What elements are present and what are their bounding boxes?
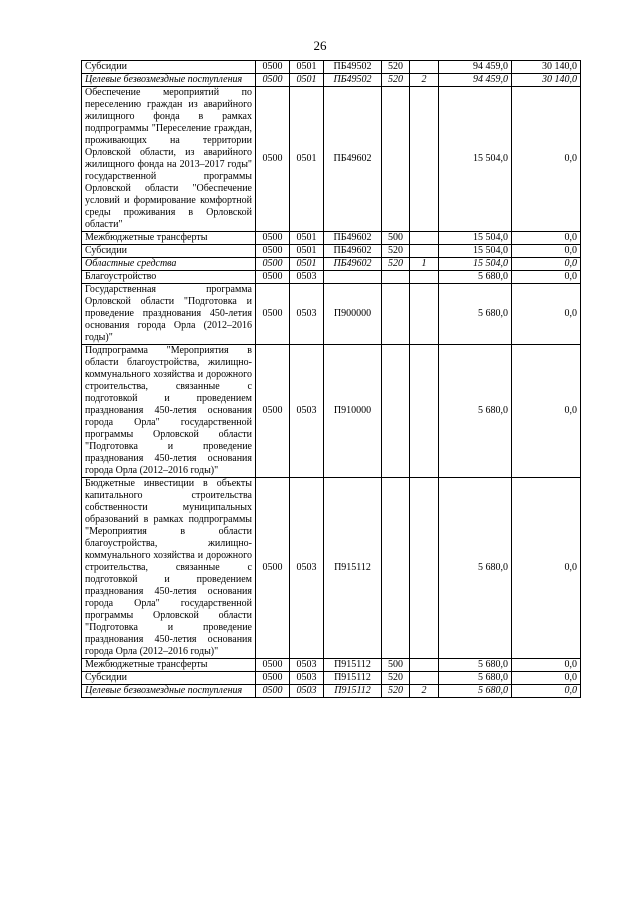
- table-row: [82, 659, 581, 672]
- row-amount-2-cell: 0,0: [512, 258, 581, 271]
- row-section-cell: 0500: [256, 672, 290, 685]
- row-subsection-cell: 0501: [290, 61, 324, 74]
- row-subsection-cell: 0503: [290, 284, 324, 345]
- row-target-article-cell: ПБ49602: [324, 232, 382, 245]
- row-amount-1-cell: 5 680,0: [439, 284, 512, 345]
- row-subsection-cell: 0503: [290, 685, 324, 698]
- row-expense-type-cell: 520: [382, 245, 410, 258]
- row-section-cell: 0500: [256, 258, 290, 271]
- table-row: [82, 685, 581, 698]
- row-expense-type-cell: [382, 478, 410, 659]
- table-row: [82, 478, 581, 659]
- row-subsection-cell: 0503: [290, 271, 324, 284]
- table-row: [82, 345, 581, 478]
- row-expense-type-cell: 500: [382, 232, 410, 245]
- row-amount-1-cell: 5 680,0: [439, 672, 512, 685]
- row-target-article-cell: П900000: [324, 284, 382, 345]
- row-expense-type-cell: [382, 271, 410, 284]
- table-row: [82, 271, 581, 284]
- row-amount-1-cell: 15 504,0: [439, 258, 512, 271]
- row-source-cell: [410, 271, 439, 284]
- row-subsection-cell: 0501: [290, 87, 324, 232]
- row-source-cell: [410, 245, 439, 258]
- row-amount-1-cell: 5 680,0: [439, 478, 512, 659]
- row-section-cell: 0500: [256, 61, 290, 74]
- row-amount-2-cell: 0,0: [512, 245, 581, 258]
- row-name-cell: Целевые безвозмездные поступления: [82, 685, 256, 698]
- row-source-cell: [410, 478, 439, 659]
- row-amount-2-cell: 0,0: [512, 672, 581, 685]
- row-source-cell: [410, 61, 439, 74]
- row-subsection-cell: 0501: [290, 232, 324, 245]
- table-row: [82, 245, 581, 258]
- row-name-cell: Государственная программа Орловской области "Подготовка и проведение празднования 450-летия основания города Орла (2012–2016 годы)": [82, 284, 256, 345]
- row-expense-type-cell: 520: [382, 685, 410, 698]
- row-section-cell: 0500: [256, 271, 290, 284]
- row-amount-1-cell: 94 459,0: [439, 74, 512, 87]
- table-row: [82, 284, 581, 345]
- table-row: [82, 672, 581, 685]
- row-source-cell: [410, 345, 439, 478]
- row-target-article-cell: ПБ49502: [324, 61, 382, 74]
- row-expense-type-cell: 500: [382, 659, 410, 672]
- row-expense-type-cell: [382, 284, 410, 345]
- table-row: [82, 87, 581, 232]
- row-subsection-cell: 0503: [290, 478, 324, 659]
- row-target-article-cell: ПБ49502: [324, 74, 382, 87]
- row-amount-1-cell: 15 504,0: [439, 245, 512, 258]
- row-target-article-cell: ПБ49602: [324, 87, 382, 232]
- row-target-article-cell: [324, 271, 382, 284]
- row-amount-1-cell: 15 504,0: [439, 87, 512, 232]
- row-amount-2-cell: 0,0: [512, 87, 581, 232]
- row-expense-type-cell: 520: [382, 74, 410, 87]
- row-name-cell: Межбюджетные трансферты: [82, 659, 256, 672]
- row-expense-type-cell: 520: [382, 258, 410, 271]
- row-section-cell: 0500: [256, 478, 290, 659]
- row-amount-1-cell: 5 680,0: [439, 271, 512, 284]
- row-section-cell: 0500: [256, 74, 290, 87]
- row-source-cell: [410, 284, 439, 345]
- row-expense-type-cell: [382, 345, 410, 478]
- budget-table-body: [82, 61, 581, 698]
- row-name-cell: Обеспечение мероприятий по переселению граждан из аварийного жилищного фонда в рамках подпрограммы "Переселение граждан, проживающих на территории Орловской области, из аварийного жилищного фонда на 2013–2017 годы" государственной программы Орловской области "Обеспечение условий и формирование комфортной среды проживания в Орловской области": [82, 87, 256, 232]
- row-name-cell: Благоустройство: [82, 271, 256, 284]
- row-source-cell: 2: [410, 685, 439, 698]
- row-expense-type-cell: 520: [382, 61, 410, 74]
- row-subsection-cell: 0501: [290, 258, 324, 271]
- row-amount-1-cell: 5 680,0: [439, 659, 512, 672]
- row-expense-type-cell: [382, 87, 410, 232]
- row-section-cell: 0500: [256, 245, 290, 258]
- row-subsection-cell: 0503: [290, 672, 324, 685]
- row-section-cell: 0500: [256, 232, 290, 245]
- row-subsection-cell: 0503: [290, 659, 324, 672]
- row-target-article-cell: ПБ49602: [324, 245, 382, 258]
- row-target-article-cell: П915112: [324, 659, 382, 672]
- row-target-article-cell: П910000: [324, 345, 382, 478]
- row-amount-2-cell: 30 140,0: [512, 74, 581, 87]
- row-section-cell: 0500: [256, 685, 290, 698]
- row-amount-1-cell: 5 680,0: [439, 345, 512, 478]
- row-section-cell: 0500: [256, 659, 290, 672]
- row-name-cell: Целевые безвозмездные поступления: [82, 74, 256, 87]
- table-row: [82, 61, 581, 74]
- row-amount-2-cell: 0,0: [512, 685, 581, 698]
- row-name-cell: Областные средства: [82, 258, 256, 271]
- row-amount-2-cell: 0,0: [512, 345, 581, 478]
- row-source-cell: 2: [410, 74, 439, 87]
- table-row: [82, 232, 581, 245]
- row-expense-type-cell: 520: [382, 672, 410, 685]
- row-section-cell: 0500: [256, 345, 290, 478]
- row-name-cell: Субсидии: [82, 672, 256, 685]
- row-amount-1-cell: 5 680,0: [439, 685, 512, 698]
- row-source-cell: [410, 232, 439, 245]
- row-source-cell: 1: [410, 258, 439, 271]
- table-row: [82, 258, 581, 271]
- row-amount-2-cell: 0,0: [512, 284, 581, 345]
- row-name-cell: Подпрограмма "Мероприятия в области благоустройства, жилищно-коммунального хозяйства и дорожного строительства, связанные с подготовкой и проведением празднования 450-летия основания города Орла" государственной программы Орловской области "Подготовка и проведение празднования 450-летия основания города Орла (2012–2016 годы)": [82, 345, 256, 478]
- row-name-cell: Субсидии: [82, 245, 256, 258]
- row-amount-1-cell: 15 504,0: [439, 232, 512, 245]
- row-subsection-cell: 0501: [290, 245, 324, 258]
- row-amount-1-cell: 94 459,0: [439, 61, 512, 74]
- row-amount-2-cell: 0,0: [512, 659, 581, 672]
- row-target-article-cell: П915112: [324, 478, 382, 659]
- row-section-cell: 0500: [256, 284, 290, 345]
- row-source-cell: [410, 87, 439, 232]
- page-number: 26: [313, 38, 327, 53]
- row-amount-2-cell: 0,0: [512, 232, 581, 245]
- row-target-article-cell: П915112: [324, 672, 382, 685]
- row-target-article-cell: ПБ49602: [324, 258, 382, 271]
- table-row: [82, 74, 581, 87]
- row-name-cell: Субсидии: [82, 61, 256, 74]
- row-subsection-cell: 0503: [290, 345, 324, 478]
- budget-table: [81, 60, 581, 698]
- row-amount-2-cell: 30 140,0: [512, 61, 581, 74]
- row-source-cell: [410, 659, 439, 672]
- row-amount-2-cell: 0,0: [512, 478, 581, 659]
- row-name-cell: Межбюджетные трансферты: [82, 232, 256, 245]
- row-name-cell: Бюджетные инвестиции в объекты капитального строительства собственности муниципальных образований в рамках подпрограммы "Мероприятия в области благоустройства, жилищно-коммунального хозяйства и дорожного строительства, связанные с подготовкой и проведением празднования 450-летия основания города Орла" государственной программы Орловской области "Подготовка и проведение празднования 450-летия основания города Орла (2012–2016 годы)": [82, 478, 256, 659]
- row-subsection-cell: 0501: [290, 74, 324, 87]
- row-target-article-cell: П915112: [324, 685, 382, 698]
- row-source-cell: [410, 672, 439, 685]
- row-section-cell: 0500: [256, 87, 290, 232]
- row-amount-2-cell: 0,0: [512, 271, 581, 284]
